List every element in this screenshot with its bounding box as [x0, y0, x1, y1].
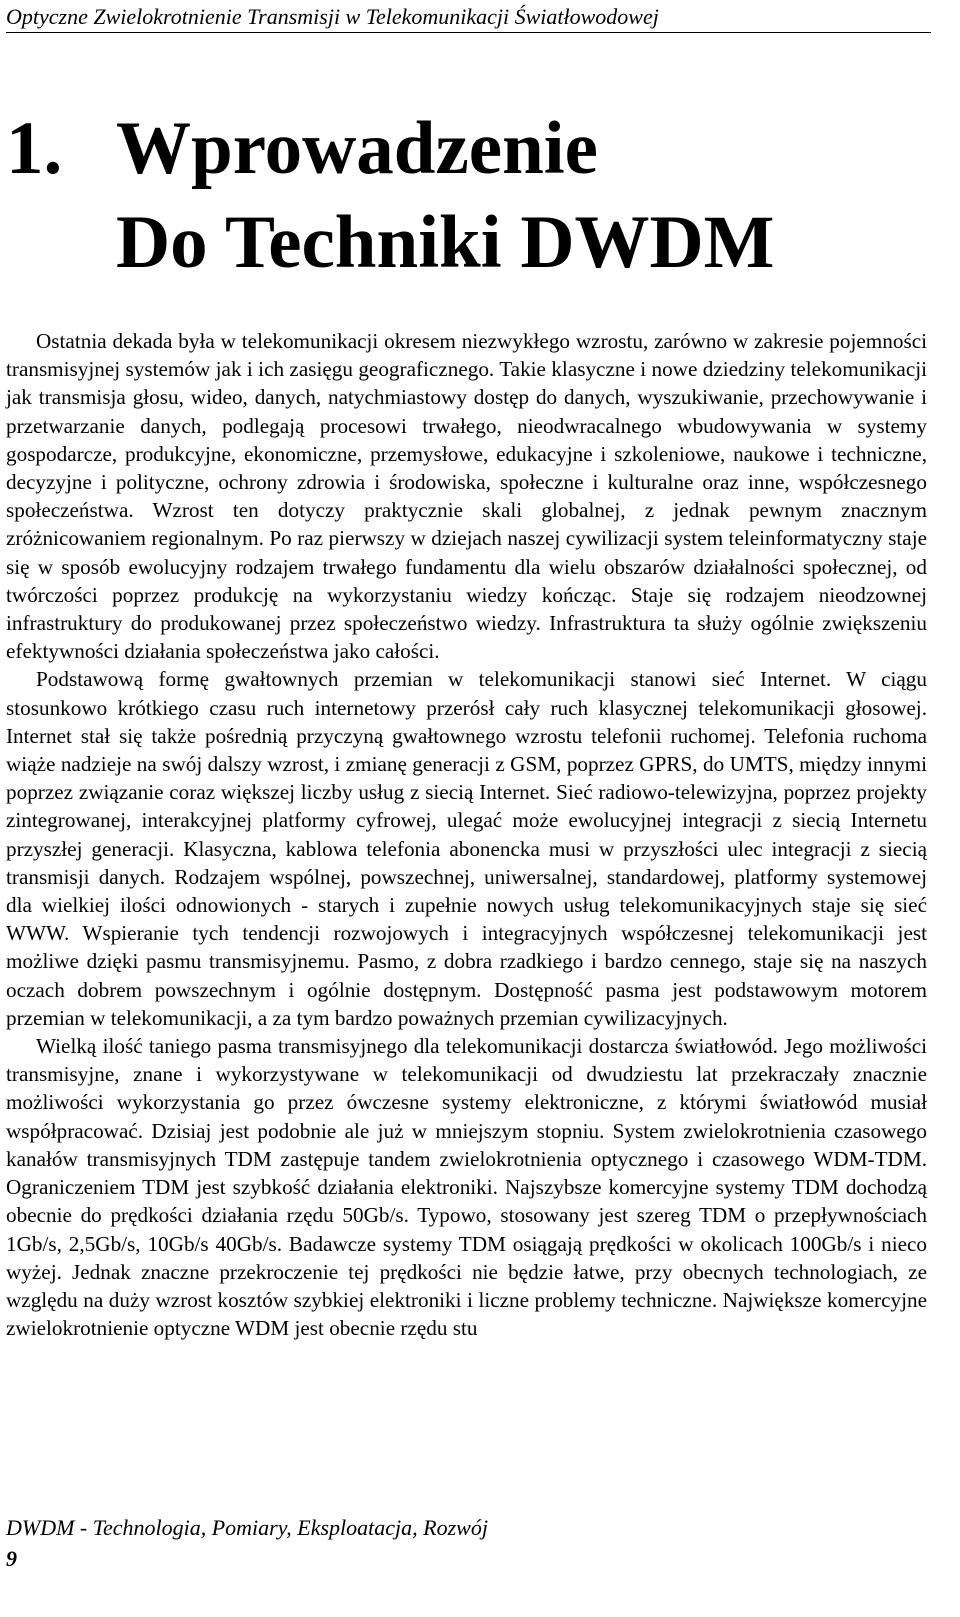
paragraph: Wielką ilość taniego pasma transmisyjnego dla telekomunikacji dostarcza światłowód. Jego możliwości transmisyjne, znane i wykorzystywane w telekomunikacji od dwudziestu lat przekraczały znacznie możliwości wykorzystania go przez ówczesne systemy elektroniczne, z którymi światłowód musiał współpracować. Dzisiaj jest podobnie ale już w mniejszym stopniu. System zwielokrotnienia czasowego kanałów transmisyjnych TDM zastępuje tandem zwielokrotnienia optycznego i czasowego WDM-TDM. Ograniczeniem TDM jest szybkość działania elektroniki. Najszybsze komercyjne systemy TDM dochodzą obecnie do prędkości działania rzędu 50Gb/s. Typowo, stosowany jest szereg TDM o przepływnościach 1Gb/s, 2,5Gb/s, 10Gb/s 40Gb/s. Badawcze systemy TDM osiągają prędkości w okolicach 100Gb/s i nieco wyżej. Jednak znaczne przekroczenie tej prędkości nie będzie łatwe, przy obecnych technologiach, ze względu na duży wzrost kosztów szybkiej elektroniki i liczne problemy techniczne. Największe komercyjne zwielokrotnienie optyczne WDM jest obecnie rzędu stu [6, 1034, 927, 1341]
paragraph: Podstawową formę gwałtownych przemian w telekomunikacji stanowi sieć Internet. W ciągu stosunkowo krótkiego czasu ruch internetowy przerósł cały ruch klasycznej telekomunikacji głosowej. Internet stał się także pośrednią przyczyną gwałtownego wzrostu telefonii ruchomej. Telefonia ruchoma wiąże nadzieje na swój dalszy wzrost, i zmianę generacji z GSM, poprzez GPRS, do UMTS, między innymi poprzez związanie coraz większej liczby usług z siecią Internet. Sieć radiowo-telewizyjna, poprzez projekty zintegrowanej, interakcyjnej platformy cyfrowej, ulegać może ewolucyjnej integracji z siecią Internetu przyszłej generacji. Klasyczna, kablowa telefonia abonencka musi w przyszłości ulec integracji z siecią transmisji danych. Rodzajem wspólnej, powszechnej, uniwersalnej, standardowej, platformy systemowej dla wielkiej ilości odnowionych - starych i zupełnie nowych usług telekomunikacyjnych staje się sieć WWW. Wspieranie tych tendencji rozwojowych i integracyjnych współczesnej telekomunikacji jest możliwe dzięki pasmu transmisyjnemu. Pasmo, z dobra rzadkiego i bardzo cennego, staje się na naszych oczach dobrem powszechnym i ogólnie dostępnym. Dostępność pasma jest podstawowym motorem przemian w telekomunikacji, a za tym bardzo poważnych przemian cywilizacyjnych. [6, 667, 927, 1030]
running-footer: DWDM - Technologia, Pomiary, Eksploatacja, Rozwój [6, 1515, 488, 1540]
paragraph: Ostatnia dekada była w telekomunikacji okresem niezwykłego wzrostu, zarówno w zakresie pojemności transmisyjnej systemów jak i ich zasięgu geograficznego. Takie klasyczne i nowe dziedziny telekomunikacji jak transmisja głosu, wideo, danych, natychmiastowy dostęp do danych, wyszukiwanie, przechowywanie i przetwarzanie danych, podlegają procesowi trwałego, nieodwracalnego wbudowywania w systemy gospodarcze, produkcyjne, ekonomiczne, przemysłowe, edukacyjne i szkoleniowe, naukowe i techniczne, decyzyjne i polityczne, ochrony zdrowia i środowiska, społeczne i kulturalne oraz inne, współczesnego społeczeństwa. Wzrost ten dotyczy praktycznie skali globalnej, z jednak pewnym znacznym zróżnicowaniem regionalnym. Po raz pierwszy w dziejach naszej cywilizacji system teleinformatyczny staje się w sposób ewolucyjny rodzajem trwałego fundamentu dla wielu obszarów działalności społecznej, od twórczości poprzez produkcję na wykorzystaniu wiedzy kończąc. Staje się rodzajem nieodzownej infrastruktury do produkowanej przez społeczeństwo wiedzy. Infrastruktura ta służy ogólnie zwiększeniu efektywności działania społeczeństwa jako całości. [6, 329, 927, 664]
chapter-title-line1: Wprowadzenie [116, 107, 598, 190]
chapter-number: 1. [6, 107, 63, 190]
chapter-title [6, 102, 931, 290]
body-text [6, 327, 927, 1342]
running-header: Optyczne Zwielokrotnienie Transmisji w Telekomunikacji Światłowodowej [6, 2, 931, 33]
page-number: 9 [6, 1546, 17, 1571]
chapter-title-line2: Do Techniki DWDM [116, 201, 775, 284]
